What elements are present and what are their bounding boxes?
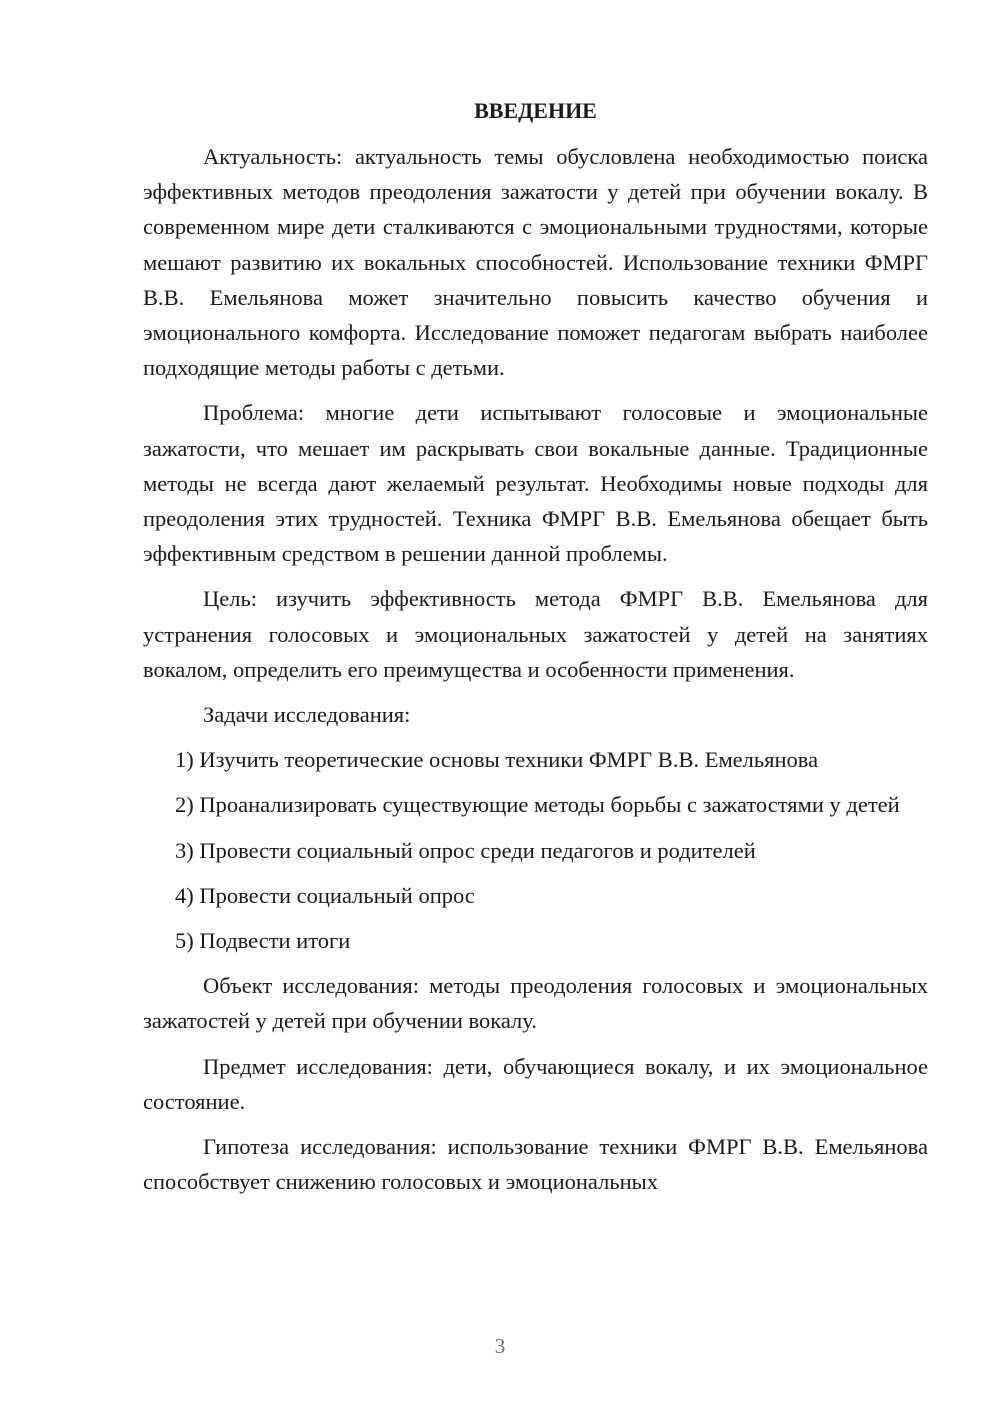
task-item-4: 4) Провести социальный опрос (175, 882, 475, 908)
paragraph-relevance: Актуальность: актуальность темы обусловлена необходимостью поиска эффективных методов преодоления зажатости у детей при обучении вокалу. В современном мире дети сталкиваются с эмоциональными трудностями, которые мешают развитию их вокальных способностей. Использование техники ФМРГ В.В. Емельянова может значительно повысить качество обучения и эмоционального комфорта. Исследование поможет педагогам выбрать наиболее подходящие методы работы с детьми. (143, 144, 928, 381)
tasks-label: Задачи исследования: (203, 702, 411, 728)
task-item-2: 2) Проанализировать существующие методы борьбы с зажатостями у детей (175, 792, 900, 818)
paragraph-hypothesis: Гипотеза исследования: использование техники ФМРГ В.В. Емельянова способствует снижению голосовых и эмоциональных (143, 1134, 928, 1195)
task-item-3: 3) Провести социальный опрос среди педагогов и родителей (175, 837, 756, 863)
task-item-5: 5) Подвести итоги (175, 928, 351, 954)
page-content (143, 96, 928, 1209)
paragraph-goal: Цель: изучить эффективность метода ФМРГ В.В. Емельянова для устранения голосовых и эмоциональных зажатостей у детей на занятиях вокалом, определить его преимущества и особенности применения. (143, 586, 928, 682)
paragraph-object: Объект исследования: методы преодоления голосовых и эмоциональных зажатостей у детей при обучении вокалу. (143, 973, 928, 1034)
paragraph-subject: Предмет исследования: дети, обучающиеся вокалу, и их эмоциональное состояние. (143, 1053, 928, 1114)
section-heading: ВВЕДЕНИЕ (474, 98, 597, 123)
page-number: 3 (494, 1334, 506, 1358)
task-item-1: 1) Изучить теоретические основы техники ФМРГ В.В. Емельянова (175, 747, 819, 773)
paragraph-problem: Проблема: многие дети испытывают голосовые и эмоциональные зажатости, что мешает им раскрывать свои вокальные данные. Традиционные методы не всегда дают желаемый результат. Необходимы новые подходы для преодоления этих трудностей. Техника ФМРГ В.В. Емельянова обещает быть эффективным средством в решении данной проблемы. (143, 400, 928, 567)
